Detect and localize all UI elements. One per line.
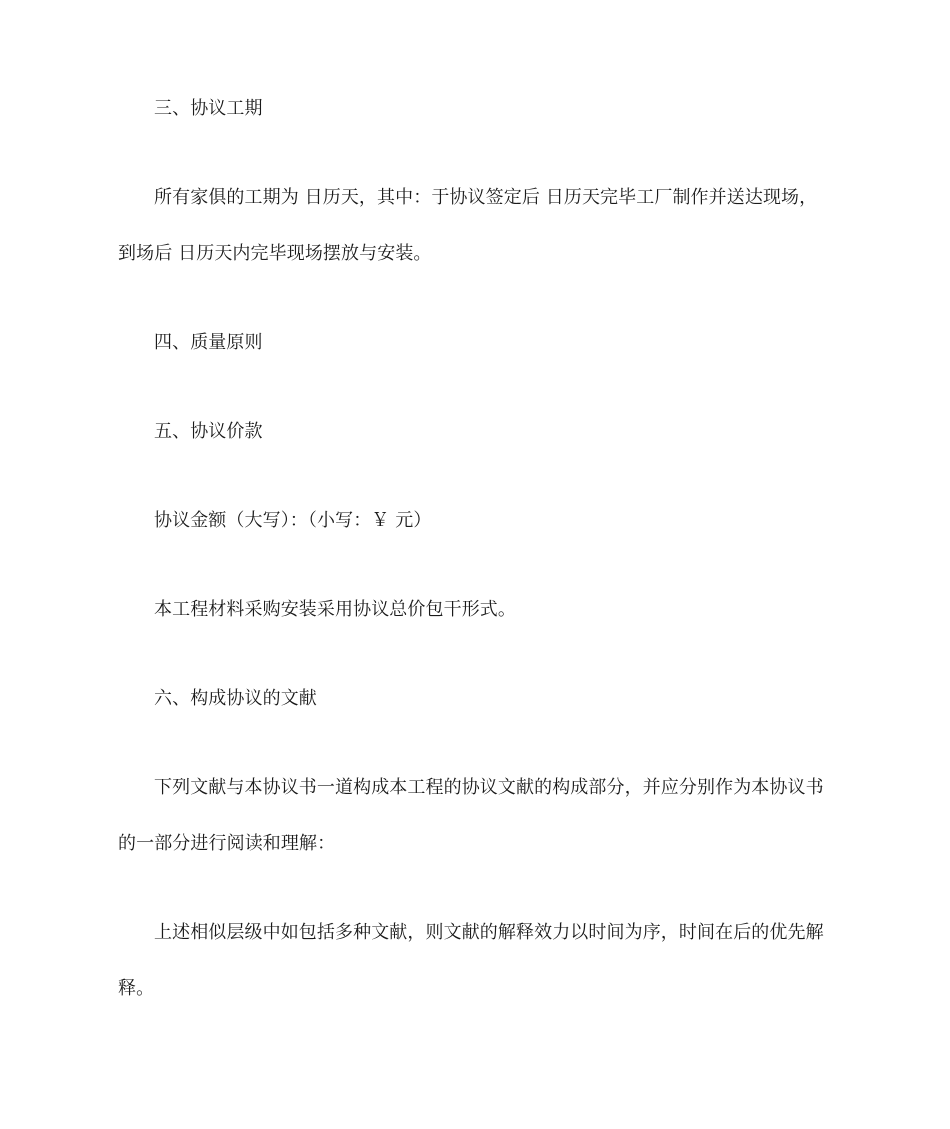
lump-sum-paragraph: 本工程材料采购安装采用协议总价包干形式。 xyxy=(154,599,516,620)
documents-paragraph-line-1: 下列文献与本协议书一道构成本工程的协议文献的构成部分，并应分别作为本协议书 xyxy=(154,777,824,798)
section-heading-schedule: 三、协议工期 xyxy=(154,98,263,119)
contract-amount-paragraph: 协议金额（大写）：（小写：￥ 元） xyxy=(154,510,432,531)
section-heading-documents: 六、构成协议的文献 xyxy=(154,688,317,709)
schedule-paragraph-line-2: 到场后 日历天内完毕现场摆放与安装。 xyxy=(118,243,432,264)
priority-paragraph-line-2: 释。 xyxy=(118,978,155,999)
documents-paragraph-line-2: 的一部分进行阅读和理解： xyxy=(118,833,336,854)
section-heading-price: 五、协议价款 xyxy=(154,421,263,442)
priority-paragraph-line-1: 上述相似层级中如包括多种文献，则文献的解释效力以时间为序，时间在后的优先解 xyxy=(154,922,824,943)
schedule-paragraph-line-1: 所有家俱的工期为 日历天，其中：于协议签定后 日历天完毕工厂制作并送达现场， xyxy=(154,187,818,208)
section-heading-quality: 四、质量原则 xyxy=(154,332,263,353)
